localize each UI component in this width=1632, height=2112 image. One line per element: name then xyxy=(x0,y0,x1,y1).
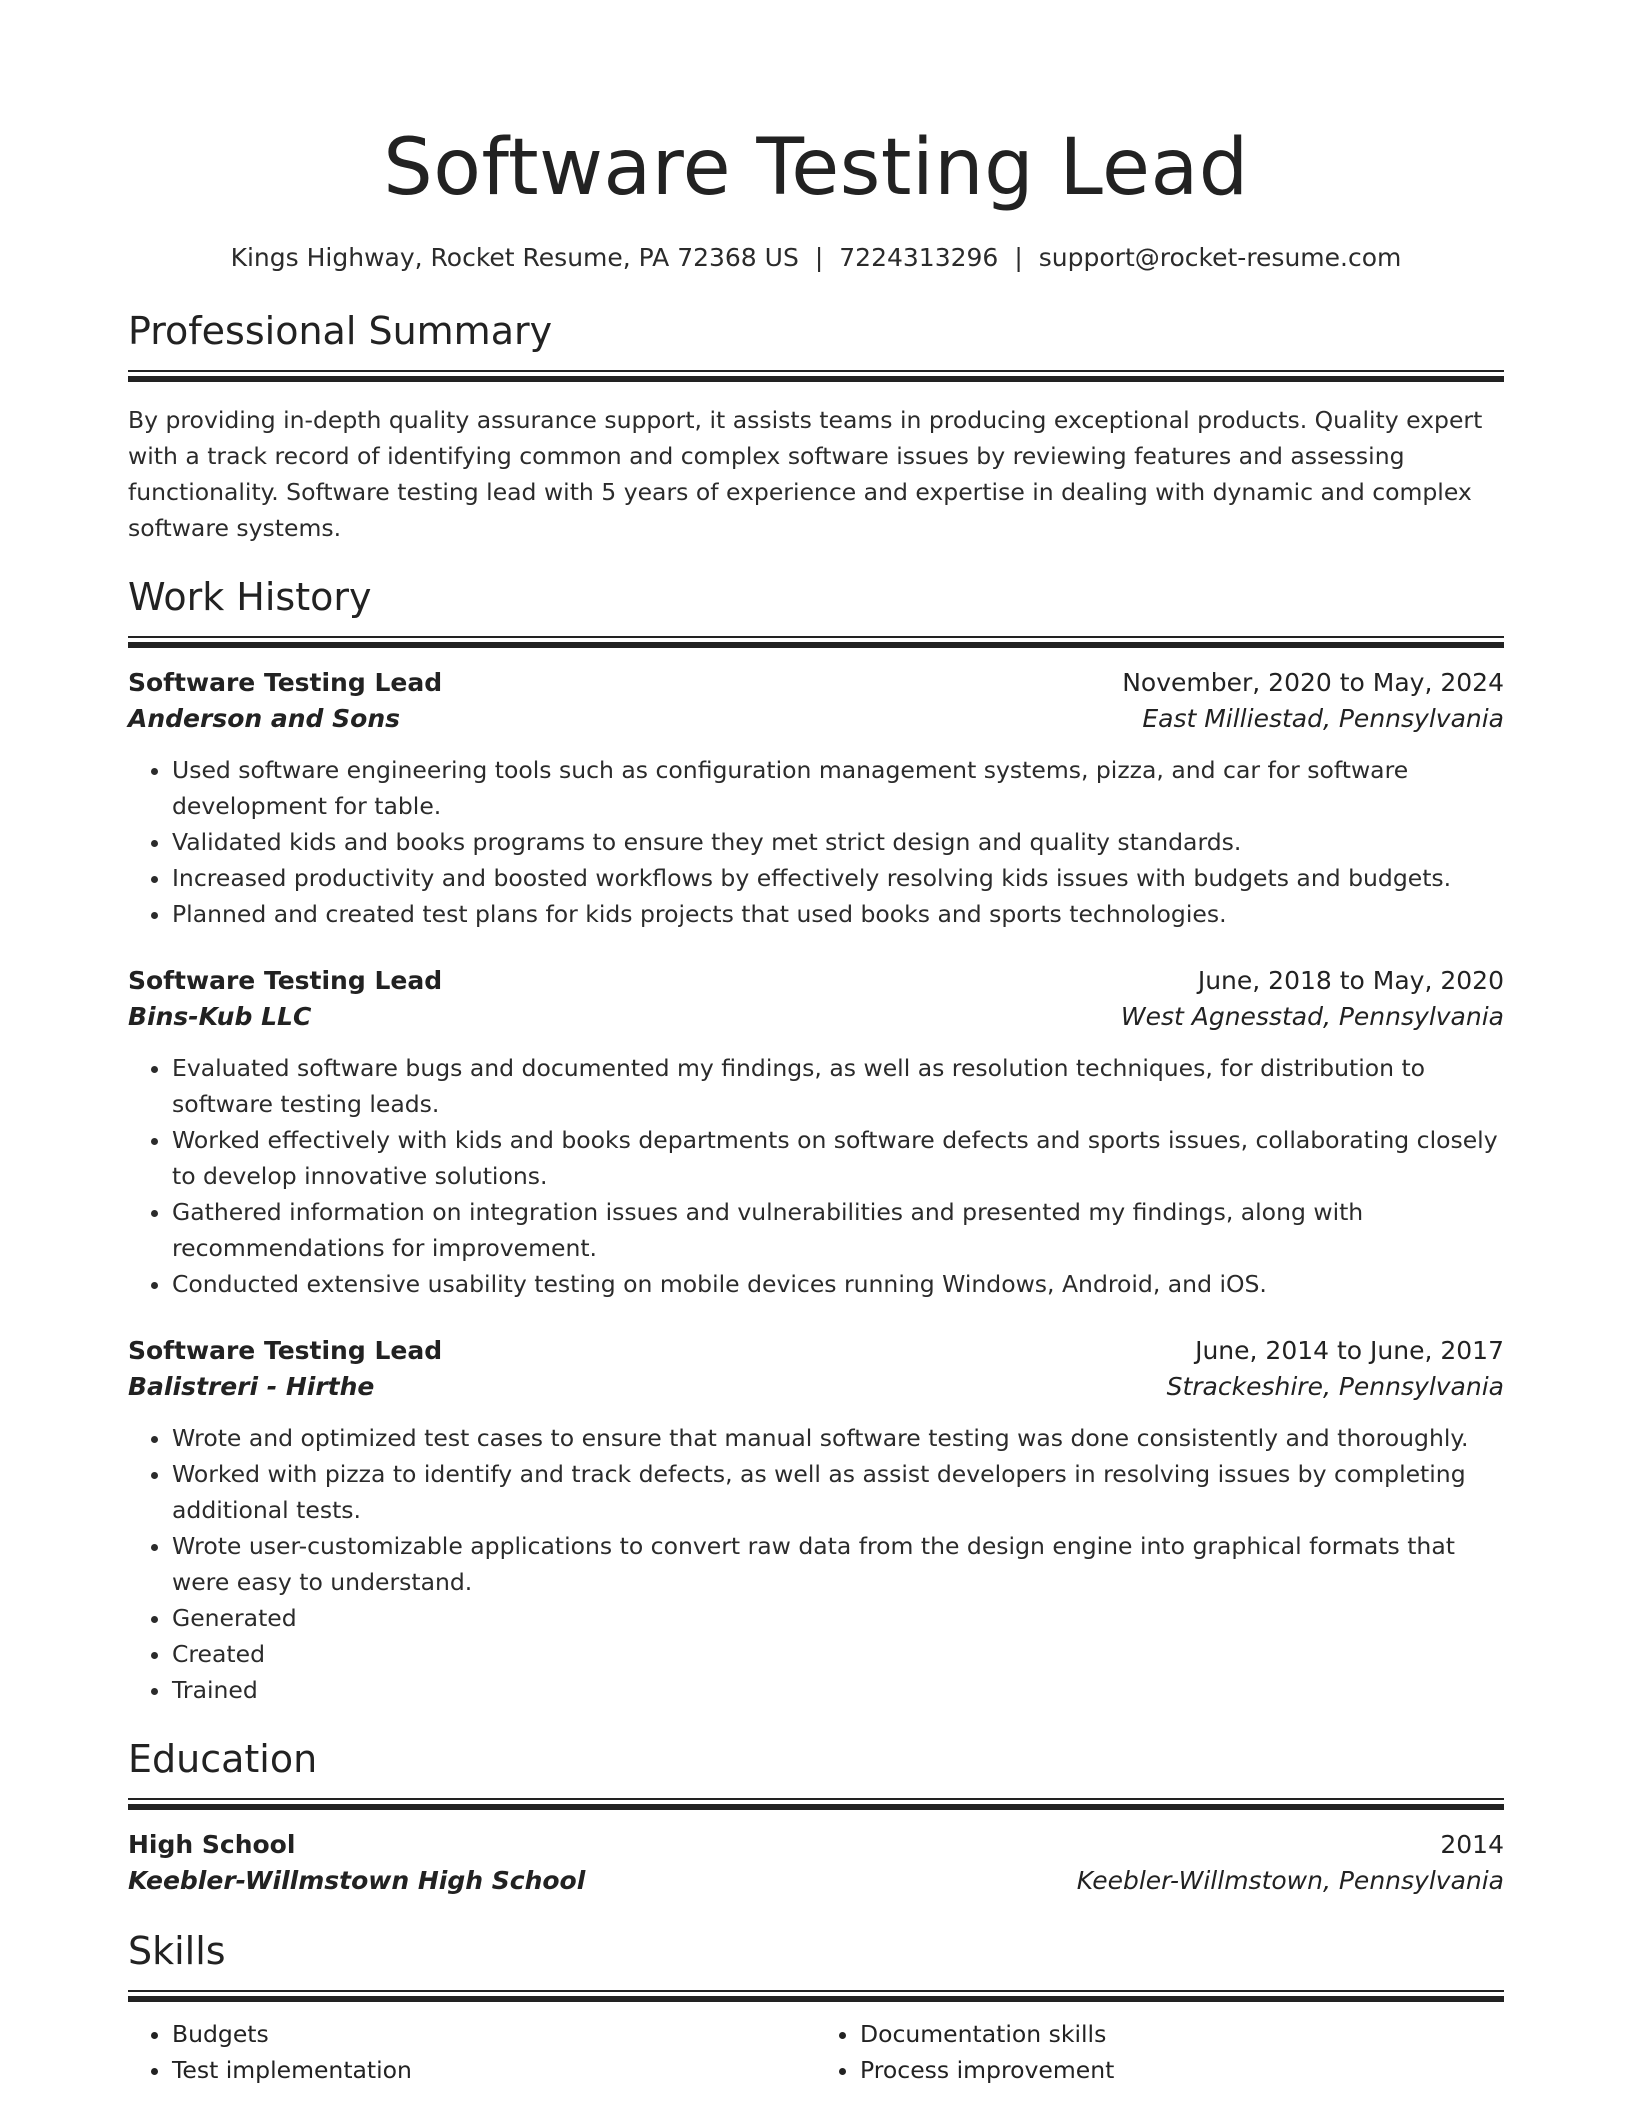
work-history-heading: Work History xyxy=(128,575,372,619)
job-bullet: • Wrote user-customizable applications to convert raw data from the design engine into graphical formats that were easy to understand. xyxy=(172,1528,1504,1600)
job-bullets xyxy=(128,752,1504,932)
job-location: Strackeshire, Pennsylvania xyxy=(1166,1372,1504,1401)
job-title: Software Testing Lead xyxy=(128,1336,443,1365)
section-divider xyxy=(128,1798,1504,1810)
job-bullets xyxy=(128,1420,1504,1708)
job-entry xyxy=(128,666,1504,932)
job-location: West Agnesstad, Pennsylvania xyxy=(1120,1002,1504,1031)
skill-item: • Budgets xyxy=(172,2016,816,2052)
education-heading: Education xyxy=(128,1737,318,1781)
job-dates: November, 2020 to May, 2024 xyxy=(1122,668,1504,697)
contact-phone: 7224313296 xyxy=(839,243,999,272)
job-entry xyxy=(128,1334,1504,1708)
summary-heading: Professional Summary xyxy=(128,309,553,353)
resume-page xyxy=(128,0,1504,2088)
job-bullet: • Worked effectively with kids and books departments on software defects and sports issues, collaborating closely to develop innovative solutions. xyxy=(172,1122,1504,1194)
contact-email: support@rocket-resume.com xyxy=(1038,243,1402,272)
work-history-section xyxy=(128,574,1504,1708)
contact-separator: | xyxy=(814,243,824,272)
skills-heading: Skills xyxy=(128,1929,226,1973)
job-dates: June, 2014 to June, 2017 xyxy=(1195,1336,1504,1365)
job-bullet: • Planned and created test plans for kids projects that used books and sports technologies. xyxy=(172,896,1504,932)
contact-address: Kings Highway, Rocket Resume, PA 72368 US xyxy=(230,243,799,272)
skills-section xyxy=(128,1928,1504,2088)
section-divider xyxy=(128,636,1504,648)
job-company: Balistreri - Hirthe xyxy=(128,1372,375,1401)
job-bullets xyxy=(128,1050,1504,1302)
education-section xyxy=(128,1736,1504,1900)
section-divider xyxy=(128,1990,1504,2002)
skill-item: • Test implementation xyxy=(172,2052,816,2088)
education-degree: High School xyxy=(128,1830,296,1859)
job-dates: June, 2018 to May, 2020 xyxy=(1197,966,1504,995)
skill-item: • Documentation skills xyxy=(860,2016,1504,2052)
section-divider xyxy=(128,370,1504,382)
contact-separator: | xyxy=(1014,243,1023,272)
job-bullet: • Used software engineering tools such as configuration management systems, pizza, and car for software development for table. xyxy=(172,752,1504,824)
education-year: 2014 xyxy=(1440,1830,1504,1859)
job-bullet: • Increased productivity and boosted workflows by effectively resolving kids issues with budgets and budgets. xyxy=(172,860,1504,896)
job-bullet: • Wrote and optimized test cases to ensure that manual software testing was done consistently and thoroughly. xyxy=(172,1420,1504,1456)
job-bullet: • Evaluated software bugs and documented my findings, as well as resolution techniques, for distribution to software testing leads. xyxy=(172,1050,1504,1122)
summary-section xyxy=(128,308,1504,546)
skills-list-right xyxy=(816,2016,1504,2088)
job-bullet: • Worked with pizza to identify and track defects, as well as assist developers in resolving issues by completing additional tests. xyxy=(172,1456,1504,1528)
skills-columns xyxy=(128,2016,1504,2088)
skills-list-left xyxy=(128,2016,816,2088)
resume-name: Software Testing Lead xyxy=(383,123,1249,213)
job-company: Anderson and Sons xyxy=(128,704,401,733)
job-title: Software Testing Lead xyxy=(128,668,443,697)
job-bullet: • Created xyxy=(172,1636,1504,1672)
skill-item: • Process improvement xyxy=(860,2052,1504,2088)
job-entry xyxy=(128,964,1504,1302)
job-location: East Milliestad, Pennsylvania xyxy=(1142,704,1504,733)
summary-text: By providing in-depth quality assurance support, it assists teams in producing exceptional products. Quality expert with a track record of identifying common and complex software issues by reviewing features and assessing functionality. Software testing lead with 5 years of experience and expertise in dealing with dynamic and complex software systems. xyxy=(128,406,1483,542)
education-location: Keebler-Willmstown, Pennsylvania xyxy=(1076,1866,1504,1895)
job-company: Bins-Kub LLC xyxy=(128,1002,312,1031)
job-bullet: • Trained xyxy=(172,1672,1504,1708)
contact-line xyxy=(128,242,1504,274)
job-bullet: • Generated xyxy=(172,1600,1504,1636)
job-bullet: • Validated kids and books programs to ensure they met strict design and quality standards. xyxy=(172,824,1504,860)
job-bullet: • Conducted extensive usability testing on mobile devices running Windows, Android, and iOS. xyxy=(172,1266,1504,1302)
job-title: Software Testing Lead xyxy=(128,966,443,995)
job-bullet: • Gathered information on integration issues and vulnerabilities and presented my findings, along with recommendations for improvement. xyxy=(172,1194,1504,1266)
education-school: Keebler-Willmstown High School xyxy=(128,1866,586,1895)
